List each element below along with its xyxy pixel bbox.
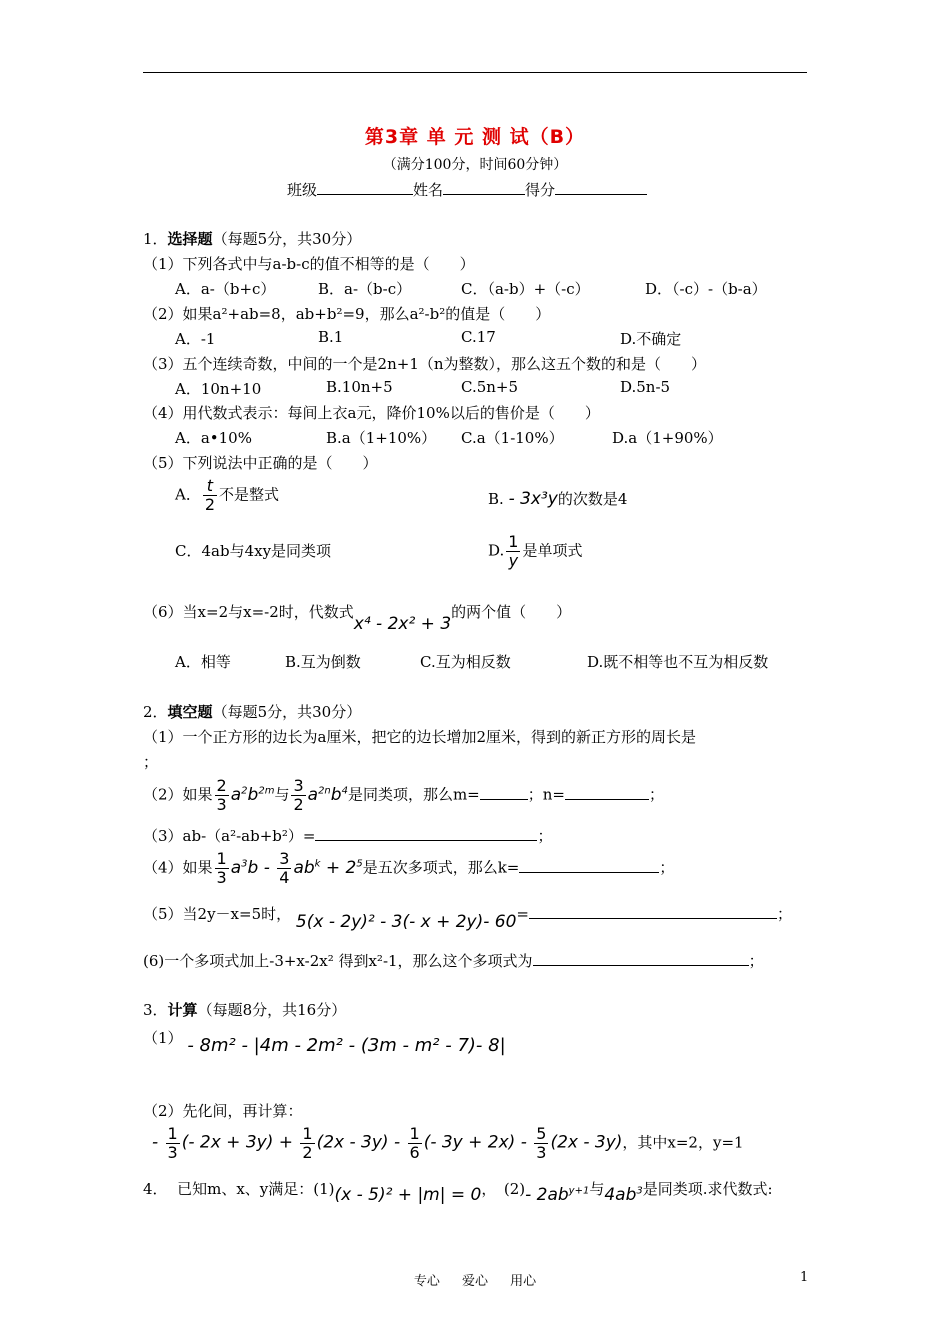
fraction-denominator: y xyxy=(508,551,519,570)
math-term: $a^2b^{2m}$ xyxy=(230,784,275,805)
fraction-numerator: 1 xyxy=(508,532,519,551)
q1-3-option-b[interactable]: B.10n+5 xyxy=(326,378,393,396)
math-expression: (x - 5)² + |m| = 0 xyxy=(334,1185,482,1205)
section-number: 4． xyxy=(143,1180,168,1198)
q1-2-option-b[interactable]: B.1 xyxy=(318,328,344,346)
q1-3-option-d[interactable]: D.5n-5 xyxy=(620,378,671,396)
q1-5-stem: （5）下列说法中正确的是（ ） xyxy=(143,454,378,472)
stem-text: 与 xyxy=(274,785,290,804)
q1-2-option-c[interactable]: C.17 xyxy=(461,328,496,346)
q3-1 xyxy=(143,1027,506,1056)
section-number: 1． xyxy=(143,230,168,248)
q1-1-option-c[interactable]: C．（a-b）+（-c） xyxy=(461,280,590,298)
q1-5-option-a[interactable] xyxy=(175,477,279,514)
fraction-numerator: t xyxy=(203,477,217,496)
section-name: 填空题 xyxy=(167,703,213,721)
q1-6-option-c[interactable]: C.互为相反数 xyxy=(420,653,511,671)
q1-5-option-c[interactable]: C．4ab与4xy是同类项 xyxy=(175,542,332,560)
q1-3-option-c[interactable]: C.5n+5 xyxy=(461,378,519,396)
q1-6-option-b[interactable]: B.互为倒数 xyxy=(285,653,361,671)
student-info xyxy=(287,178,647,200)
top-rule xyxy=(143,72,807,73)
section-note: （每题8分，共16分） xyxy=(197,1001,347,1019)
math-expression: x⁴ - 2x² + 3 xyxy=(353,614,452,634)
q1-3-stem: （3）五个连续奇数，中间的一个是2n+1（n为整数），那么这五个数的和是（ ） xyxy=(143,355,707,373)
option-letter: A． xyxy=(175,485,201,504)
fraction xyxy=(203,477,217,514)
section-name: 选择题 xyxy=(167,230,213,248)
option-text: 的次数是4 xyxy=(557,490,628,508)
fraction: $\frac{1}{6}$ xyxy=(409,1124,420,1162)
stem-text: ； xyxy=(777,905,793,923)
q1-4-option-d[interactable]: D.a（1+90%） xyxy=(612,429,723,447)
q1-5-option-b[interactable] xyxy=(488,488,627,509)
stem-text: （5）当2y－x=5时， xyxy=(143,905,292,923)
q1-1-option-b[interactable]: B．a-（b-c） xyxy=(318,280,412,298)
page-subtitle: （满分100分，时间60分钟） xyxy=(382,157,568,173)
stem-text: 是同类项.求代数式: xyxy=(642,1180,773,1198)
math-expression: - $2ab^{y+1}$ xyxy=(525,1185,590,1205)
option-text: 不是整式 xyxy=(219,485,280,504)
section2-header xyxy=(143,701,361,722)
fraction: $\frac{3}{4}$ xyxy=(279,849,290,887)
q1-6-option-d[interactable]: D.既不相等也不互为相反数 xyxy=(587,653,769,671)
fraction-denominator: 2 xyxy=(204,495,216,514)
math-term: $a^{2n}b^4$ xyxy=(307,784,348,805)
stem-text: = xyxy=(516,905,529,923)
q3-2-expression: - $\frac{1}{3}$ (- 2x + 3y) + $\frac{1}{2}$ (2x - 3y) - $\frac{1}{6}$ (- 3y + 2x) - $\frac{5}{3}$ (2x - 3y)，其中x=2，y=1 xyxy=(152,1124,744,1162)
q1-4-option-c[interactable]: C.a（1-10%） xyxy=(461,429,564,447)
section-number: 2． xyxy=(143,703,168,721)
q2-6-stem xyxy=(143,950,764,971)
section-note: （每题5分，共30分） xyxy=(212,703,362,721)
score-blank[interactable] xyxy=(555,178,647,195)
stem-text: 已知m、x、y满足：(1) xyxy=(177,1180,335,1198)
option-text: 是单项式 xyxy=(522,541,583,560)
stem-text: （6）当x=2与x=-2时，代数式 xyxy=(143,603,354,621)
page-number: 1 xyxy=(800,1270,809,1285)
section-number: 3． xyxy=(143,1001,168,1019)
stem-text: （2）如果 xyxy=(143,785,213,804)
name-label: 姓名 xyxy=(413,181,444,199)
math-expression: - 3x³y xyxy=(508,489,558,509)
q1-6-option-a[interactable]: A．相等 xyxy=(175,653,231,671)
stem-text: ； xyxy=(537,827,553,845)
question-label: （1） xyxy=(143,1029,183,1047)
fraction: $\frac{1}{3}$ xyxy=(216,849,227,887)
q2-5-stem xyxy=(143,903,793,932)
fraction: $\frac{5}{3}$ xyxy=(536,1124,547,1162)
q1-1-option-a[interactable]: A．a-（b+c） xyxy=(175,280,276,298)
n-blank[interactable] xyxy=(565,785,649,800)
fraction: $\frac{1}{2}$ xyxy=(302,1124,313,1162)
option-letter: D. xyxy=(488,541,505,560)
page-title: 第3章 单 元 测 试（B） xyxy=(364,126,586,148)
q4-stem xyxy=(143,1178,773,1205)
fraction: $\frac{3}{2}$ xyxy=(293,776,304,814)
q1-2-option-a[interactable]: A．-1 xyxy=(175,330,216,348)
math-expression: 5(x - 2y)² - 3(- x + 2y)- 60 xyxy=(295,912,517,932)
q1-1-option-d[interactable]: D．（-c）-（b-a） xyxy=(645,280,767,298)
fraction: $\frac{2}{3}$ xyxy=(216,776,227,814)
math-term: $ab^k + 2^5$ xyxy=(293,857,363,878)
section3-header xyxy=(143,999,346,1020)
option-letter: B. xyxy=(488,490,504,508)
stem-text: 与 xyxy=(589,1180,605,1198)
stem-text: （4）如果 xyxy=(143,858,213,877)
section-note: （每题5分，共30分） xyxy=(212,230,362,248)
q3-2-label: （2）先化间，再计算： xyxy=(143,1102,303,1120)
math-term: $a^3b$ - xyxy=(230,857,276,878)
q2-2-stem xyxy=(143,777,664,814)
k-blank[interactable] xyxy=(519,858,659,873)
stem-text: ，其中x=2，y=1 xyxy=(622,1133,744,1152)
stem-text: ； xyxy=(648,785,664,804)
answer-blank[interactable] xyxy=(533,951,749,966)
name-blank[interactable] xyxy=(443,178,525,195)
stem-text: （3）ab-（a²-ab+b²）= xyxy=(143,827,316,845)
q1-2-stem: （2）如果a²+ab=8，ab+b²=9，那么a²-b²的值是（ ） xyxy=(143,305,551,323)
stem-text: (6)一个多项式加上-3+x-2x² 得到x²-1，那么这个多项式为 xyxy=(143,952,533,970)
answer-blank[interactable] xyxy=(315,826,537,841)
q1-1-stem: （1）下列各式中与a-b-c的值不相等的是（ ） xyxy=(143,255,475,273)
q1-4-option-a[interactable]: A．a•10% xyxy=(175,429,252,447)
stem-text: ；n= xyxy=(527,785,565,804)
answer-blank[interactable] xyxy=(529,904,777,919)
q1-3-option-a[interactable]: A．10n+10 xyxy=(175,380,262,398)
m-blank[interactable] xyxy=(480,785,528,800)
q2-1-stem: （1）一个正方形的边长为a厘米，把它的边长增加2厘米，得到的新正方形的周长是 xyxy=(143,728,697,746)
stem-text: ； xyxy=(748,952,764,970)
q2-4-stem xyxy=(143,850,674,887)
section-name: 计算 xyxy=(167,1001,198,1019)
stem-text: ， (2) xyxy=(481,1180,526,1198)
fraction: $\frac{1}{3}$ xyxy=(167,1124,178,1162)
score-label: 得分 xyxy=(525,181,556,199)
q1-4-option-b[interactable]: B.a（1+10%） xyxy=(326,429,437,447)
math-expression: - 8m² - |4m - 2m² - (3m - m² - 7)- 8| xyxy=(187,1035,506,1056)
section1-header xyxy=(143,228,361,249)
math-expression: $4ab^3$ xyxy=(604,1185,643,1205)
q1-4-stem: （4）用代数式表示：每间上衣a元，降价10%以后的售价是（ ） xyxy=(143,404,600,422)
stem-text: 是同类项，那么m= xyxy=(347,785,480,804)
class-blank[interactable] xyxy=(317,178,413,195)
stem-text: 的两个值（ ） xyxy=(451,603,572,621)
fraction xyxy=(506,533,520,570)
stem-text: 是五次多项式，那么k= xyxy=(362,858,520,877)
q1-5-option-d[interactable] xyxy=(488,533,582,570)
page-footer: 专心 爱心 用心 xyxy=(413,1274,537,1289)
class-label: 班级 xyxy=(287,181,318,199)
stem-text: ； xyxy=(659,858,675,877)
q2-3-stem xyxy=(143,825,553,846)
q1-2-option-d[interactable]: D.不确定 xyxy=(620,330,682,348)
q2-1-end: ； xyxy=(143,753,159,771)
q1-6-stem xyxy=(143,601,572,634)
